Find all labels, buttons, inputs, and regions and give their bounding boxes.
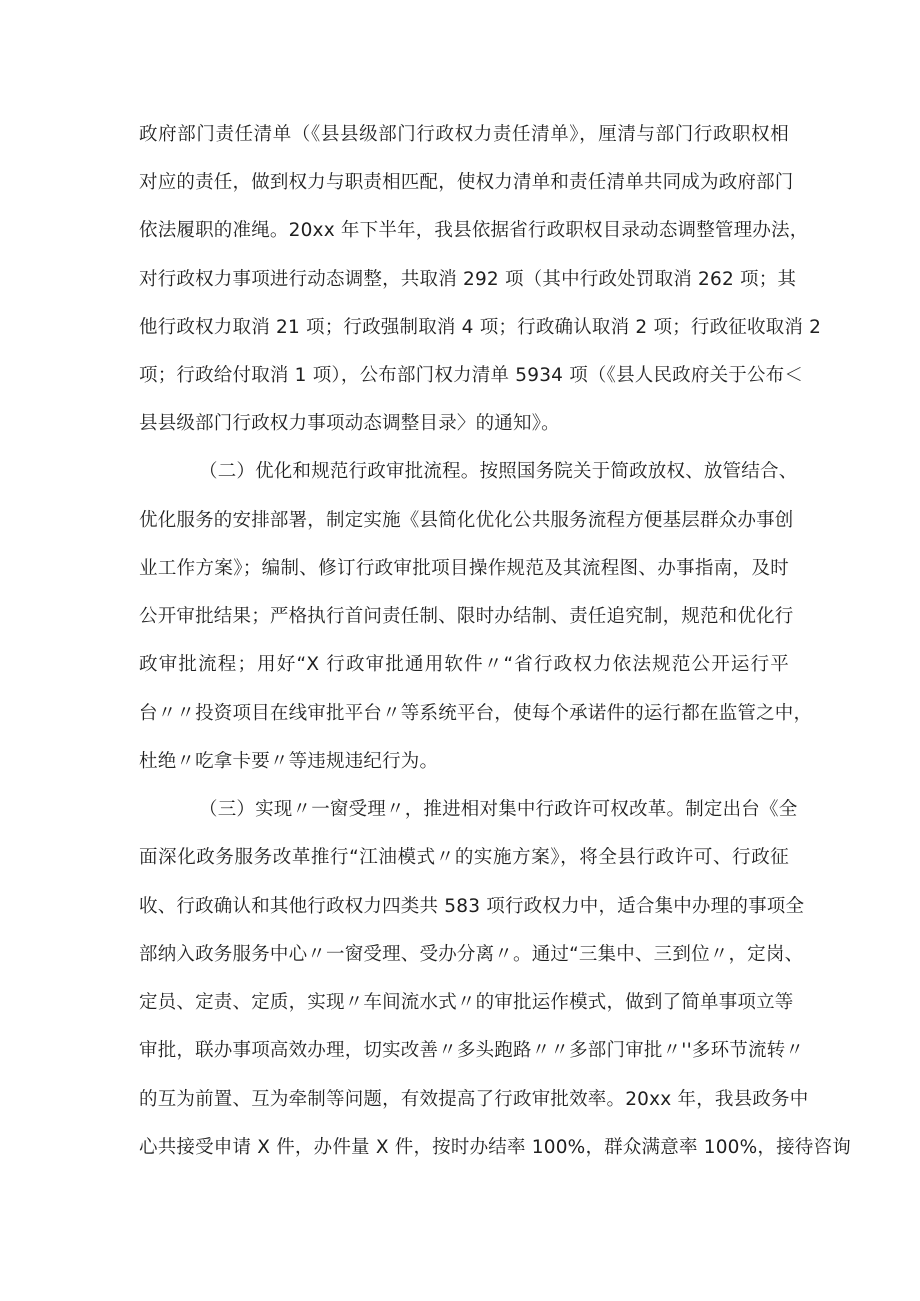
text-line: 的互为前置、互为牵制等问题，有效提高了行政审批效率。20xx 年，我县政务中: [139, 1089, 809, 1110]
text-line: 政审批流程；用好“X 行政审批通用软件〃“省行政权力依法规范公开运行平: [139, 654, 789, 675]
text-line: 心共接受申请 X 件，办件量 X 件，按时办结率 100%，群众满意率 100%，接待咨询: [139, 1137, 851, 1158]
text-line: 杜绝〃吃拿卡要〃等违规违纪行为。: [139, 751, 439, 772]
text-line: 依法履职的准绳。20xx 年下半年，我县依据省行政职权目录动态调整管理办法，: [139, 220, 809, 241]
text-line: （二）优化和规范行政审批流程。按照国务院关于简政放权、放管结合、: [199, 461, 798, 482]
text-line: 县县级部门行政权力事项动态调整目录〉的通知》。: [139, 413, 560, 434]
text-line: （三）实现〃一窗受理〃，推进相对集中行政许可权改革。制定出台《全: [199, 799, 798, 820]
text-line: 收、行政确认和其他行政权力四类共 583 项行政权力中，适合集中办理的事项全: [139, 896, 805, 917]
text-line: 项；行政给付取消 1 项），公布部门权力清单 5934 项（《县人民政府关于公布＜: [139, 365, 804, 386]
text-line: 审批，联办事项高效办理，切实改善〃多头跑路〃〃多部门审批〃''多环节流转〃: [139, 1040, 805, 1061]
text-line: 对应的责任，做到权力与职责相匹配，使权力清单和责任清单共同成为政府部门: [139, 172, 794, 193]
text-line: 定员、定责、定质，实现〃车间流水式〃的审批运作模式，做到了简单事项立等: [139, 992, 794, 1013]
text-line: 面深化政务服务改革推行“江油模式〃的实施方案》，将全县行政许可、行政征: [139, 847, 789, 868]
text-line: 台〃〃投资项目在线审批平台〃等系统平台，使每个承诺件的运行都在监管之中，: [139, 703, 813, 724]
text-line: 业工作方案》；编制、修订行政审批项目操作规范及其流程图、办事指南，及时: [139, 558, 789, 579]
text-line: 他行政权力取消 21 项；行政强制取消 4 项；行政确认取消 2 项；行政征收取消 2: [139, 317, 822, 338]
text-line: 公开审批结果；严格执行首问责任制、限时办结制、责任追究制，规范和优化行: [139, 606, 794, 627]
text-line: 政府部门责任清单（《县县级部门行政权力责任清单》，厘清与部门行政职权相: [139, 124, 789, 145]
text-line: 对行政权力事项进行动态调整，共取消 292 项（其中行政处罚取消 262 项；其: [139, 269, 797, 290]
text-line: 优化服务的安排部署，制定实施《县简化优化公共服务流程方便基层群众办事创: [139, 510, 794, 531]
text-line: 部纳入政务服务中心〃一窗受理、受办分离〃。通过“三集中、三到位〃，定岗、: [139, 944, 804, 965]
